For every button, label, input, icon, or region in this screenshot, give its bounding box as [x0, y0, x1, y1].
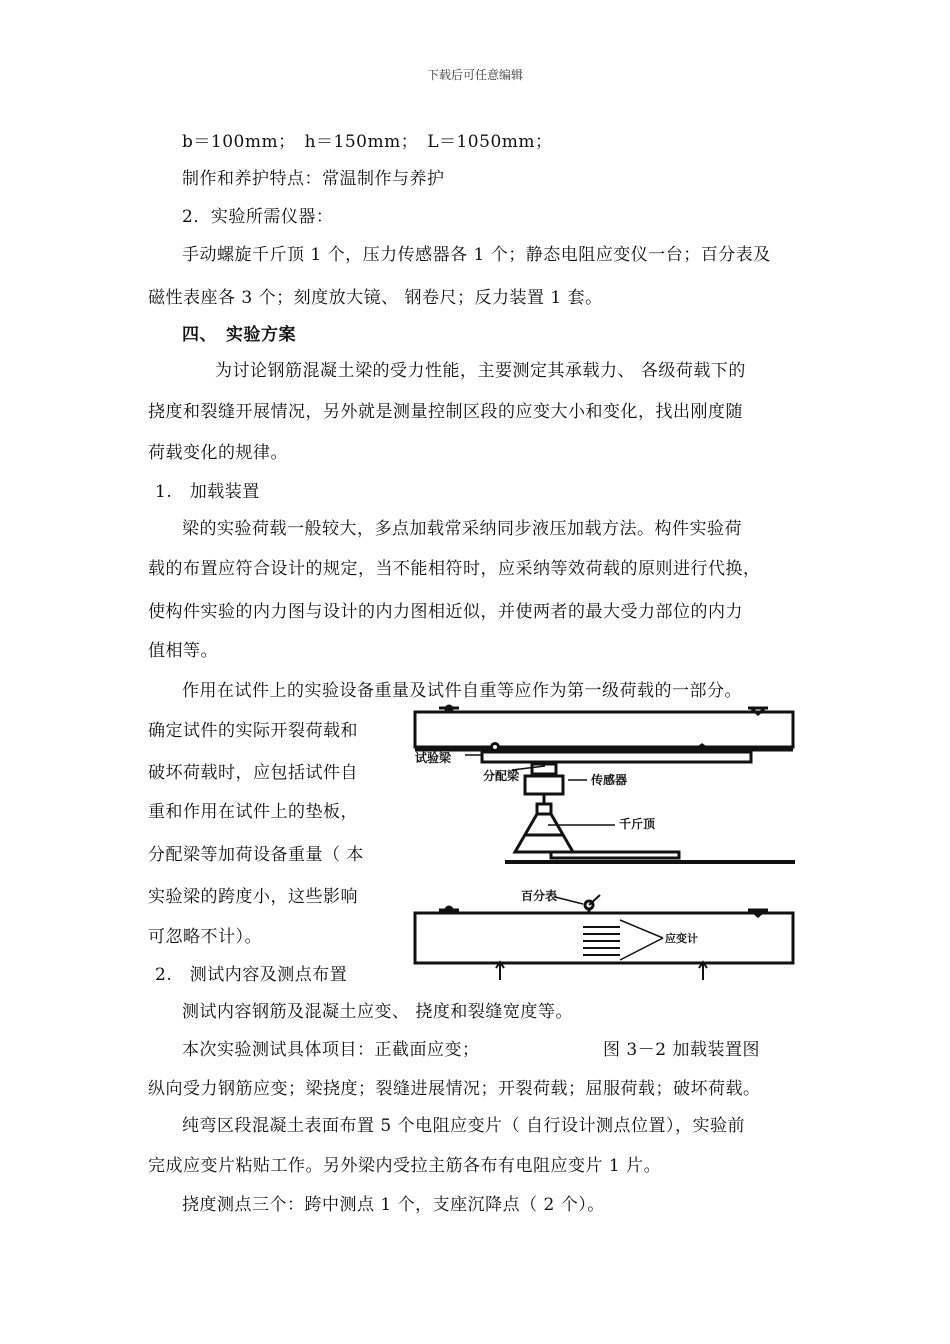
- para-1-line-2: 挠度和裂缝开展情况，另外就是测量控制区段的应变大小和变化，找出刚度随: [148, 402, 743, 422]
- para-2-line-1: 梁的实验荷载一般较大，多点加载常采纳同步液压加载方法。构件实验荷: [182, 519, 742, 539]
- loading-setup-figure: [405, 700, 805, 990]
- para-3-line-4: 重和作用在试件上的垫板，: [148, 802, 358, 822]
- label-jack: 千斤顶: [619, 817, 656, 831]
- label-strain-gauge: 应变计: [665, 932, 698, 945]
- para-2-line-2: 载的布置应符合设计的规定，当不能相符时，应采纳等效荷载的原则进行代换，: [148, 559, 761, 579]
- section-4-heading: 四、 实验方案: [182, 325, 296, 345]
- para-3-line-2: 确定试件的实际开裂荷载和: [148, 721, 358, 741]
- jack-body: [515, 814, 573, 852]
- para-3-line-6: 实验梁的跨度小，这些影响: [148, 887, 358, 907]
- reaction-beam: [415, 712, 793, 747]
- test-content-title: 2. 测试内容及测点布置: [155, 965, 348, 985]
- instruments-title: 2．实验所需仪器：: [182, 207, 334, 227]
- para-6-line-1: 挠度测点三个：跨中测点 1 个，支座沉降点（ 2 个）。: [182, 1195, 605, 1215]
- para-3-line-1: 作用在试件上的实验设备重量及试件自重等应作为第一级荷载的一部分。: [182, 681, 742, 701]
- para-4-line-2: 本次实验测试具体项目：正截面应变；: [182, 1040, 480, 1060]
- specimen-dimensions: b＝100mm； h＝150mm； L＝1050mm；: [182, 132, 553, 152]
- page-header: 下载后可任意编辑: [426, 68, 523, 82]
- para-2-line-4: 值相等。: [148, 641, 218, 661]
- para-4-line-3: 纵向受力钢筋应变；梁挠度；裂缝进展情况；开裂荷载；屈服荷载；破坏荷载。: [148, 1079, 761, 1099]
- label-sensor: 传感器: [591, 773, 628, 787]
- para-5-line-2: 完成应变片粘贴工作。另外梁内受拉主筋各布有电阻应变片 1 片。: [148, 1156, 662, 1176]
- curing-note: 制作和养护特点：常温制作与养护: [182, 169, 445, 189]
- para-1-line-3: 荷载变化的规律。: [148, 443, 288, 463]
- label-test-beam: 试验梁: [415, 751, 452, 765]
- para-3-line-3: 破坏荷载时，应包括试件自: [148, 763, 358, 783]
- distribution-beam: [482, 752, 751, 762]
- para-1-line-1: 为讨论钢筋混凝土梁的受力性能，主要测定其承载力、 各级荷载下的: [215, 361, 746, 381]
- para-2-line-3: 使构件实验的内力图与设计的内力图相近似，并使两者的最大受力部位的内力: [148, 602, 743, 622]
- load-cell: [525, 776, 563, 794]
- label-distribution-beam: 分配梁: [483, 769, 520, 783]
- figure-caption: 图 3－2 加载装置图: [603, 1040, 760, 1060]
- para-3-line-5: 分配梁等加荷设备重量（ 本: [148, 845, 364, 865]
- instruments-line-2: 磁性表座各 3 个；刻度放大镜、 钢卷尺；反力装置 1 套。: [148, 288, 603, 308]
- label-dial-gauge: 百分表: [521, 889, 558, 903]
- loading-setup-title: 1. 加载装置: [155, 482, 260, 502]
- instruments-line-1: 手动螺旋千斤顶 1 个，压力传感器各 1 个；静态电阻应变仪一台；百分表及: [182, 245, 771, 265]
- para-4-line-1: 测试内容钢筋及混凝土应变、 挠度和裂缝宽度等。: [182, 1002, 573, 1022]
- para-5-line-1: 纯弯区段混凝土表面布置 5 个电阻应变片（ 自行设计测点位置），实验前: [182, 1116, 746, 1136]
- para-3-line-7: 可忽略不计）。: [148, 927, 262, 947]
